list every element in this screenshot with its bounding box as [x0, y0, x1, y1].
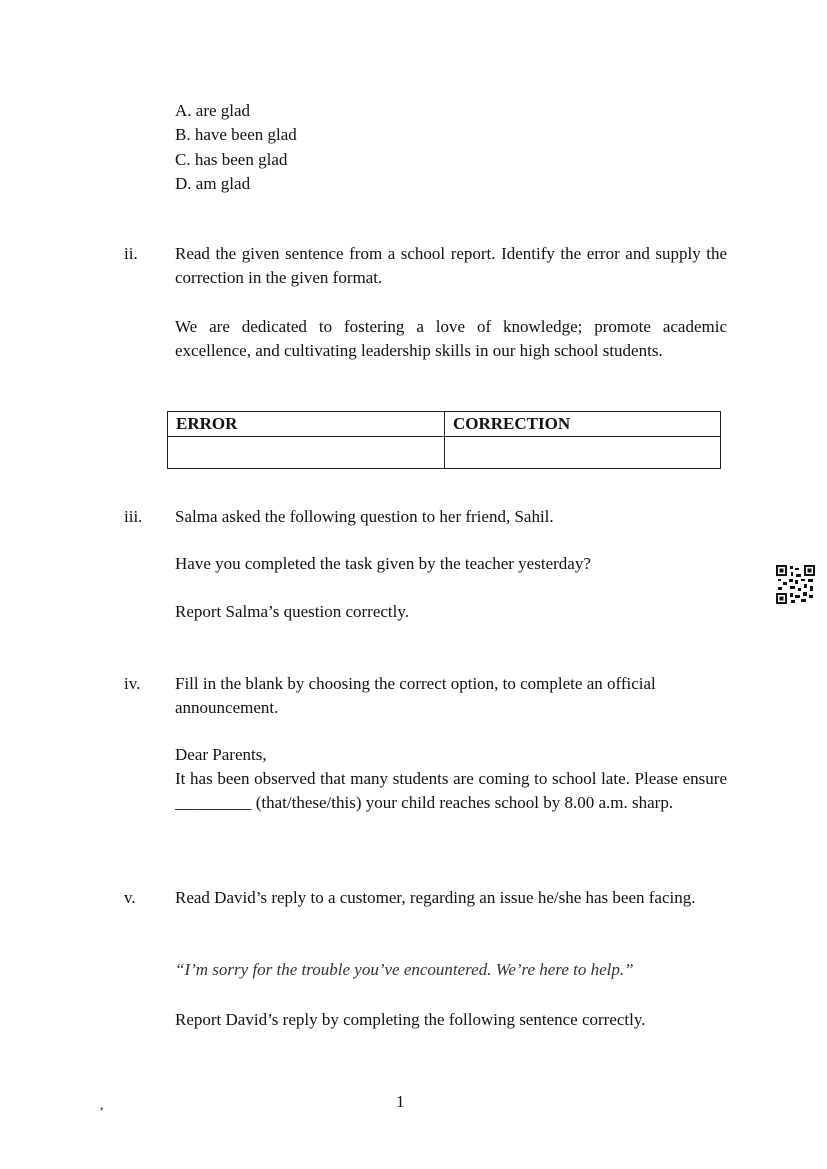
announcement-salutation: Dear Parents, [175, 745, 267, 764]
question-number-iv: iv. [124, 674, 141, 693]
question-ii-prompt: Read the given sentence from a school report. Identify the error and supply the correction in the given format. [175, 244, 727, 287]
error-correction-table [167, 411, 721, 469]
option-c: C. has been glad [175, 150, 288, 169]
announcement-body: It has been observed that many students are coming to school late. Please ensure _________ (that/these/this) your child reaches school by 8.00 a.m. sharp. [175, 769, 727, 812]
footer-mark: , [100, 1098, 104, 1113]
question-iii-instruction: Report Salma’s question correctly. [175, 602, 410, 621]
question-v-instruction: Report David’s reply by completing the following sentence correctly. [175, 1010, 646, 1029]
option-d: D. am glad [175, 174, 251, 193]
question-v-prompt: Read David’s reply to a customer, regarding an issue he/she has been facing. [175, 888, 696, 907]
page-number: 1 [396, 1092, 405, 1111]
qr-code-icon [776, 565, 815, 604]
question-number-ii: ii. [124, 244, 138, 263]
question-number-iii: iii. [124, 507, 143, 526]
question-iii-prompt: Salma asked the following question to her friend, Sahil. [175, 507, 554, 526]
error-answer-cell[interactable] [168, 437, 445, 469]
question-iii-quoted-question: Have you completed the task given by the teacher yesterday? [175, 554, 591, 573]
question-iv-prompt: Fill in the blank by choosing the correct option, to complete an official announcement. [175, 674, 656, 717]
option-b: B. have been glad [175, 125, 297, 144]
option-a: A. are glad [175, 101, 251, 120]
question-number-v: v. [124, 888, 136, 907]
question-ii-sentence: We are dedicated to fostering a love of knowledge; promote academic excellence, and cultivating leadership skills in our high school students. [175, 317, 727, 360]
table-header-correction: CORRECTION [445, 412, 721, 437]
david-reply-quote: “I’m sorry for the trouble you’ve encountered. We’re here to help.” [175, 960, 634, 979]
correction-answer-cell[interactable] [445, 437, 721, 469]
table-header-error: ERROR [168, 412, 445, 437]
